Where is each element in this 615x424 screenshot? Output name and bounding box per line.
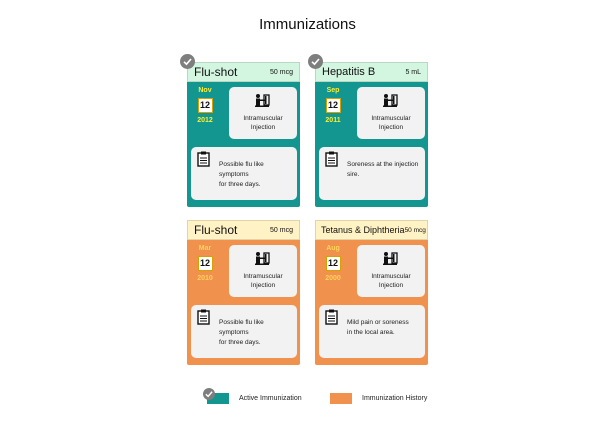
- clipboard-icon: [197, 151, 210, 172]
- active-check-icon: [180, 54, 195, 69]
- vaccine-name: Flu-shot: [194, 65, 238, 79]
- route-line-1: Intramuscular: [371, 115, 411, 122]
- date-month: Mar: [198, 245, 212, 252]
- side-effect-panel: [191, 305, 297, 358]
- vaccine-name: Tetanus & Diphtheria: [321, 225, 405, 235]
- active-check-icon: [203, 388, 215, 400]
- legend-active-swatch: [207, 393, 229, 404]
- card-header: [187, 220, 300, 240]
- route-panel: [357, 245, 425, 297]
- immunization-card-tetanus-diphtheria-2000[interactable]: [315, 220, 428, 365]
- route-line-1: Intramuscular: [243, 273, 283, 280]
- card-header: [315, 220, 428, 240]
- effect-line-1: Soreness at the injection: [347, 161, 419, 168]
- active-check-icon: [308, 54, 323, 69]
- route-line-2: Injection: [250, 124, 276, 131]
- side-effect-panel: [191, 147, 297, 200]
- vaccine-name: Hepatitis B: [322, 66, 376, 78]
- card-header: [187, 62, 300, 82]
- immunization-card-flu-shot-2010[interactable]: [187, 220, 300, 365]
- legend-history: [330, 393, 427, 404]
- route-panel: [229, 87, 297, 139]
- date-day: 12: [198, 98, 213, 113]
- immunization-card-hepatitis-b-2011[interactable]: [315, 62, 428, 207]
- route-line-2: Injection: [378, 282, 404, 289]
- route-line-1: Intramuscular: [371, 273, 411, 280]
- vaccine-dose: 50 mcg: [270, 68, 293, 76]
- vaccine-name: Flu-shot: [194, 223, 238, 237]
- vaccine-dose: 50 mcg: [404, 226, 426, 234]
- date-day: 12: [326, 98, 341, 113]
- clipboard-icon: [325, 151, 338, 172]
- date-year: 2011: [325, 117, 341, 124]
- date-month: Sep: [326, 87, 340, 94]
- route-panel: [229, 245, 297, 297]
- legend-active-label: Active Immunization: [239, 395, 302, 402]
- legend-history-swatch: [330, 393, 352, 404]
- date-year: 2010: [197, 275, 213, 282]
- legend-active: [207, 393, 302, 404]
- immunization-card-flu-shot-2012[interactable]: [187, 62, 300, 207]
- date-box: [320, 245, 346, 282]
- date-box: [192, 245, 218, 282]
- date-box: [320, 87, 346, 124]
- effect-line-2: for three days.: [219, 181, 261, 188]
- effect-line-1: Mild pain or soreness: [347, 319, 409, 326]
- effect-line-2: sire.: [347, 171, 360, 178]
- injection-icon: [357, 93, 425, 108]
- date-box: [192, 87, 218, 124]
- route-panel: [357, 87, 425, 139]
- date-day: 12: [198, 256, 213, 271]
- injection-icon: [229, 251, 297, 266]
- date-month: Nov: [198, 87, 212, 94]
- effect-line-1: Possible flu like symptoms: [219, 161, 264, 178]
- vaccine-dose: 5 mL: [405, 68, 421, 76]
- card-header: [315, 62, 428, 82]
- clipboard-icon: [325, 309, 338, 330]
- effect-line-1: Possible flu like symptoms: [219, 319, 264, 336]
- injection-icon: [229, 93, 297, 108]
- effect-line-2: in the local area.: [347, 329, 395, 336]
- injection-icon: [357, 251, 425, 266]
- date-month: Aug: [326, 245, 340, 252]
- route-line-2: Injection: [378, 124, 404, 131]
- page-title: Immunizations: [259, 16, 356, 33]
- date-year: 2012: [197, 117, 213, 124]
- vaccine-dose: 50 mcg: [270, 226, 293, 234]
- route-line-2: Injection: [250, 282, 276, 289]
- side-effect-panel: [319, 147, 425, 200]
- date-year: 2000: [325, 275, 341, 282]
- route-line-1: Intramuscular: [243, 115, 283, 122]
- side-effect-panel: [319, 305, 425, 358]
- clipboard-icon: [197, 309, 210, 330]
- legend-history-label: Immunization History: [362, 395, 428, 402]
- date-day: 12: [326, 256, 341, 271]
- effect-line-2: for three days.: [219, 339, 261, 346]
